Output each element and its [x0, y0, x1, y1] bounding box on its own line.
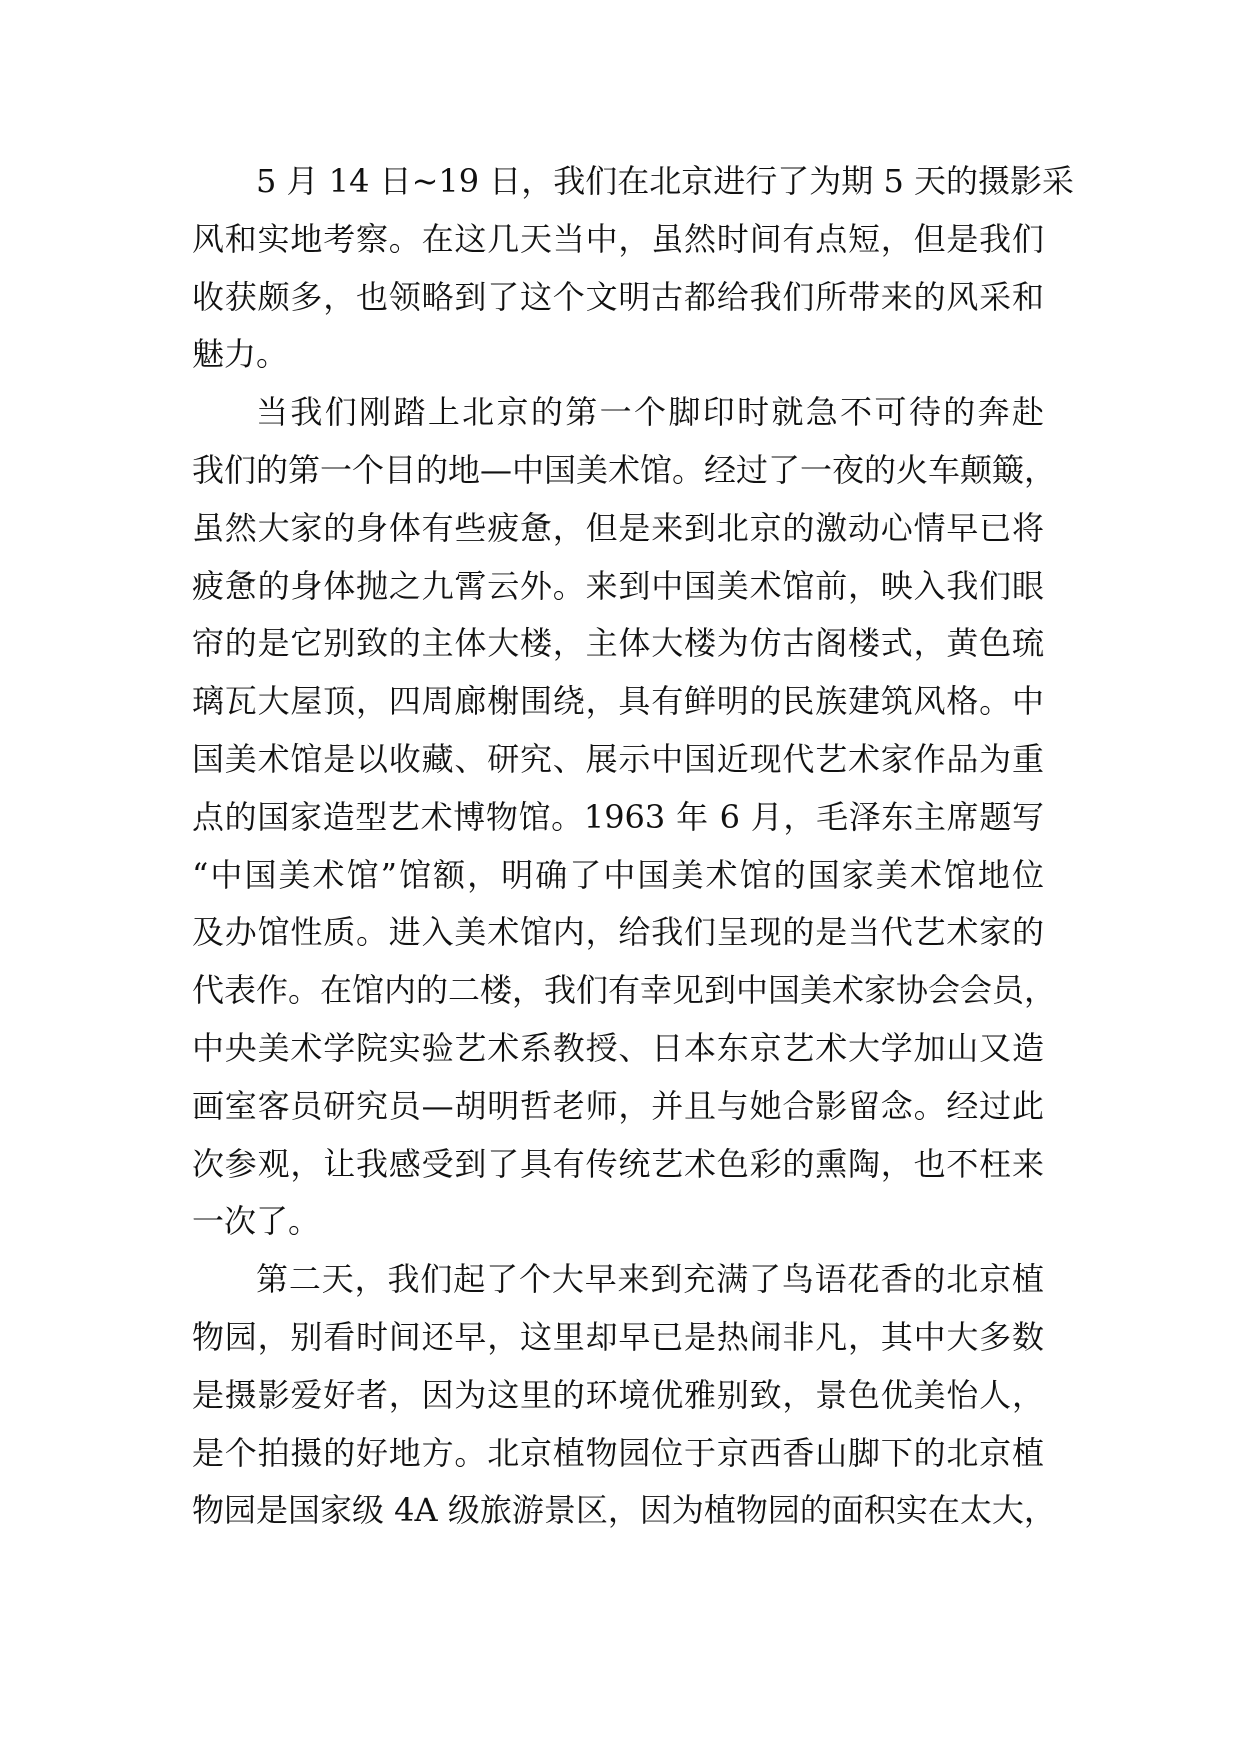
text-line: 中央美术学院实验艺术系教授、日本东京艺术大学加山又造 [192, 1028, 1044, 1067]
text-line: 国美术馆是以收藏、研究、展示中国近现代艺术家作品为重 [192, 739, 1044, 778]
text-line: 物园是国家级 4A 级旅游景区，因为植物园的面积实在太大， [192, 1491, 1056, 1530]
text-line: 代表作。在馆内的二楼，我们有幸见到中国美术家协会会员， [192, 971, 1057, 1010]
text-line: 魅力。 [192, 335, 289, 374]
text-line: “中国美术馆”馆额，明确了中国美术馆的国家美术馆地位 [192, 855, 1044, 894]
text-line: 5 月 14 日~19 日，我们在北京进行了为期 5 天的摄影采 [256, 162, 1075, 200]
text-line: 一次了。 [192, 1202, 321, 1241]
text-line: 点的国家造型艺术博物馆。1963 年 6 月，毛泽东主席题写 [192, 797, 1044, 836]
text-line: 第二天，我们起了个大早来到充满了鸟语花香的北京植 [256, 1260, 1044, 1299]
text-line: 是摄影爱好者，因为这里的环境优雅别致，景色优美怡人， [192, 1375, 1044, 1414]
text-line: 当我们刚踏上北京的第一个脚印时就急不可待的奔赴 [256, 393, 1044, 432]
text-line: 次参观，让我感受到了具有传统艺术色彩的熏陶，也不枉来 [192, 1144, 1044, 1183]
text-line: 风和实地考察。在这几天当中，虽然时间有点短，但是我们 [192, 219, 1044, 258]
text-line: 疲惫的身体抛之九霄云外。来到中国美术馆前，映入我们眼 [192, 566, 1044, 605]
text-line: 是个拍摄的好地方。北京植物园位于京西香山脚下的北京植 [192, 1433, 1044, 1472]
text-line: 及办馆性质。进入美术馆内，给我们呈现的是当代艺术家的 [192, 913, 1044, 952]
text-line: 收获颇多，也领略到了这个文明古都给我们所带来的风采和 [192, 277, 1044, 316]
text-line: 虽然大家的身体有些疲惫，但是来到北京的激动心情早已将 [192, 508, 1044, 547]
text-line: 璃瓦大屋顶，四周廊榭围绕，具有鲜明的民族建筑风格。中 [192, 682, 1044, 721]
text-line: 我们的第一个目的地—中国美术馆。经过了一夜的火车颠簸， [192, 450, 1057, 489]
text-line: 画室客员研究员—胡明哲老师，并且与她合影留念。经过此 [192, 1086, 1044, 1125]
text-line: 物园，别看时间还早，这里却早已是热闹非凡，其中大多数 [192, 1317, 1044, 1356]
text-line: 帘的是它别致的主体大楼，主体大楼为仿古阁楼式，黄色琉 [192, 624, 1044, 663]
document-body [192, 162, 1075, 1549]
